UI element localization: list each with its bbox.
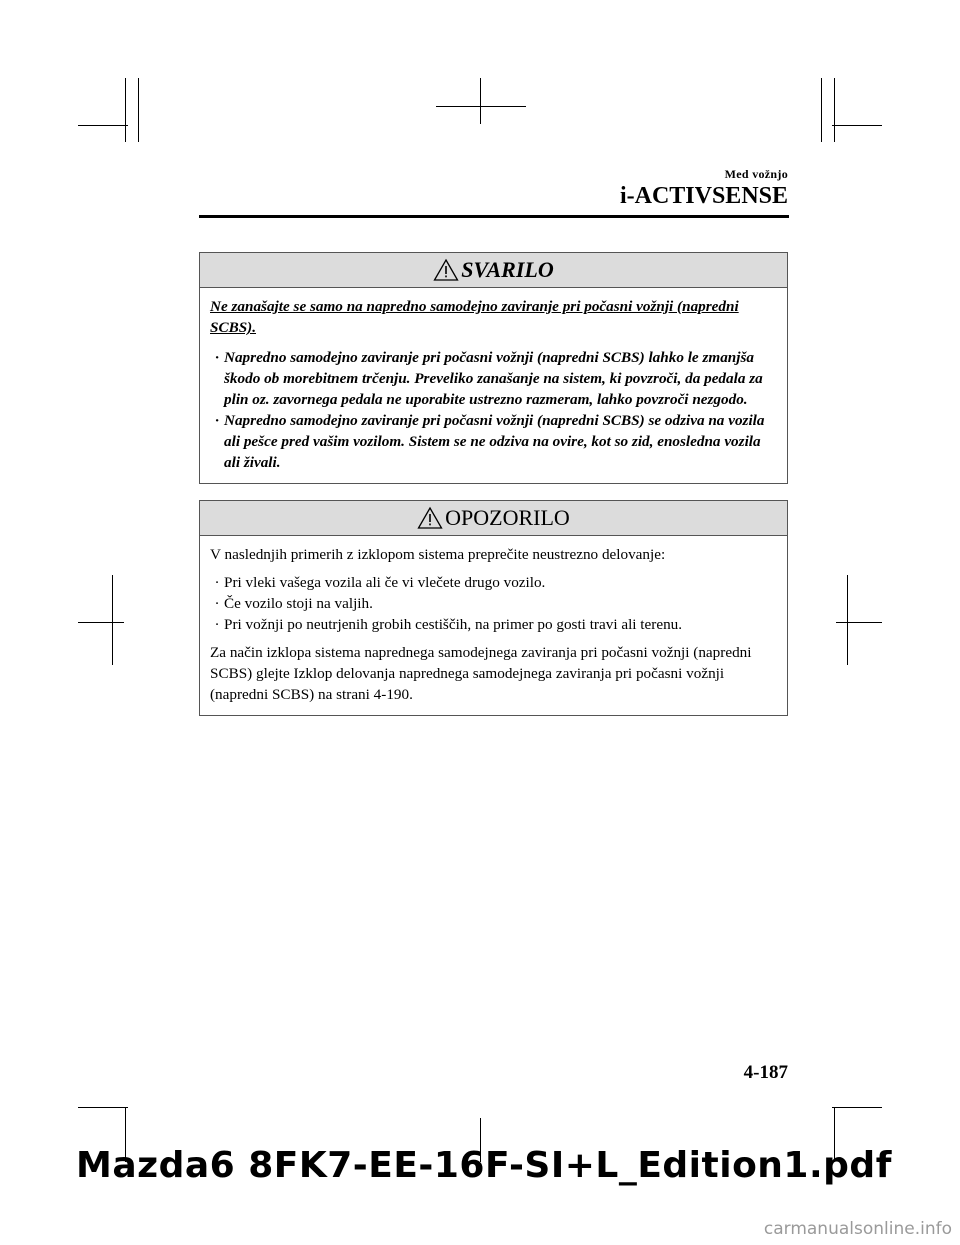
crop-mark <box>78 622 124 623</box>
watermark: carmanualsonline.info <box>763 1219 952 1239</box>
crop-mark <box>832 125 882 126</box>
warning-bullet <box>210 410 777 473</box>
warning-bullet-text: Napredno samodejno zaviranje pri počasni vožnji (napredni SCBS) se odziva na vozila ali pešce pred vašim vozilom. Sistem se ne odziva na ovire, kot so zid, enosledna vozila ali živali. <box>224 412 765 471</box>
crop-mark <box>436 106 526 107</box>
notice-box <box>199 500 788 716</box>
notice-bullet-text: Če vozilo stoji na valjih. <box>224 595 373 612</box>
warning-heading: SVARILO <box>461 257 554 282</box>
warning-bullet <box>210 347 777 410</box>
page-number: 4-187 <box>743 1062 788 1083</box>
footer-filename: Mazda6 8FK7-EE-16F-SI+L_Edition1.pdf <box>76 1145 892 1186</box>
warning-triangle-icon <box>433 258 459 282</box>
bullet-dot: · <box>215 349 219 366</box>
warning-header <box>200 253 787 288</box>
crop-mark <box>78 125 128 126</box>
bullet-dot: · <box>214 574 220 591</box>
notice-bullet-text: Pri vožnji po neutrjenih grobih cestiščih, na primer po gosti travi ali terenu. <box>224 616 683 633</box>
crop-mark <box>480 78 481 124</box>
crop-mark <box>832 1107 882 1108</box>
bullet-dot: · <box>214 595 220 612</box>
crop-mark <box>125 78 126 142</box>
crop-mark <box>78 1107 128 1108</box>
header-rule <box>199 215 789 218</box>
section-label: Med vožnjo <box>724 167 788 181</box>
bullet-dot: · <box>215 412 219 429</box>
warning-lead: Ne zanašajte se samo na napredno samodejno zaviranje pri počasni vožnji (napredni SCBS). <box>210 298 739 336</box>
crop-mark <box>834 78 835 142</box>
crop-mark <box>112 575 113 665</box>
crop-mark <box>821 78 822 142</box>
notice-closing: Za način izklopa sistema naprednega samodejnega zaviranja pri počasni vožnji (napredni SCBS) glejte Izklop delovanja naprednega samodejnega zaviranja pri počasni vožnji (napredni SCBS) na strani 4-190. <box>210 644 752 703</box>
notice-bullet <box>210 593 777 614</box>
warning-body <box>200 288 787 483</box>
warning-triangle-icon <box>417 506 443 530</box>
bullet-dot: · <box>214 616 220 633</box>
notice-body <box>200 536 787 715</box>
page-title: i-ACTIVSENSE <box>619 183 788 209</box>
notice-intro: V naslednjih primerih z izklopom sistema preprečite neustrezno delovanje: <box>210 546 666 563</box>
crop-mark <box>138 78 139 142</box>
notice-bullet-text: Pri vleki vašega vozila ali če vi vlečete drugo vozilo. <box>224 574 546 591</box>
notice-bullet <box>210 614 777 635</box>
warning-bullet-text: Napredno samodejno zaviranje pri počasni vožnji (napredni SCBS) lahko le zmanjša škodo ob morebitnem trčenju. Preveliko zanašanje na sistem, ki povzroči, da pedala za plin oz. zavornega pedala ne uporabite ustrezno razmeram, lahko povzroči nezgodo. <box>224 349 763 408</box>
notice-header <box>200 501 787 536</box>
crop-mark <box>836 622 882 623</box>
warning-box <box>199 252 788 484</box>
crop-mark <box>847 575 848 665</box>
notice-heading: OPOZORILO <box>445 505 570 530</box>
notice-bullet <box>210 572 777 593</box>
